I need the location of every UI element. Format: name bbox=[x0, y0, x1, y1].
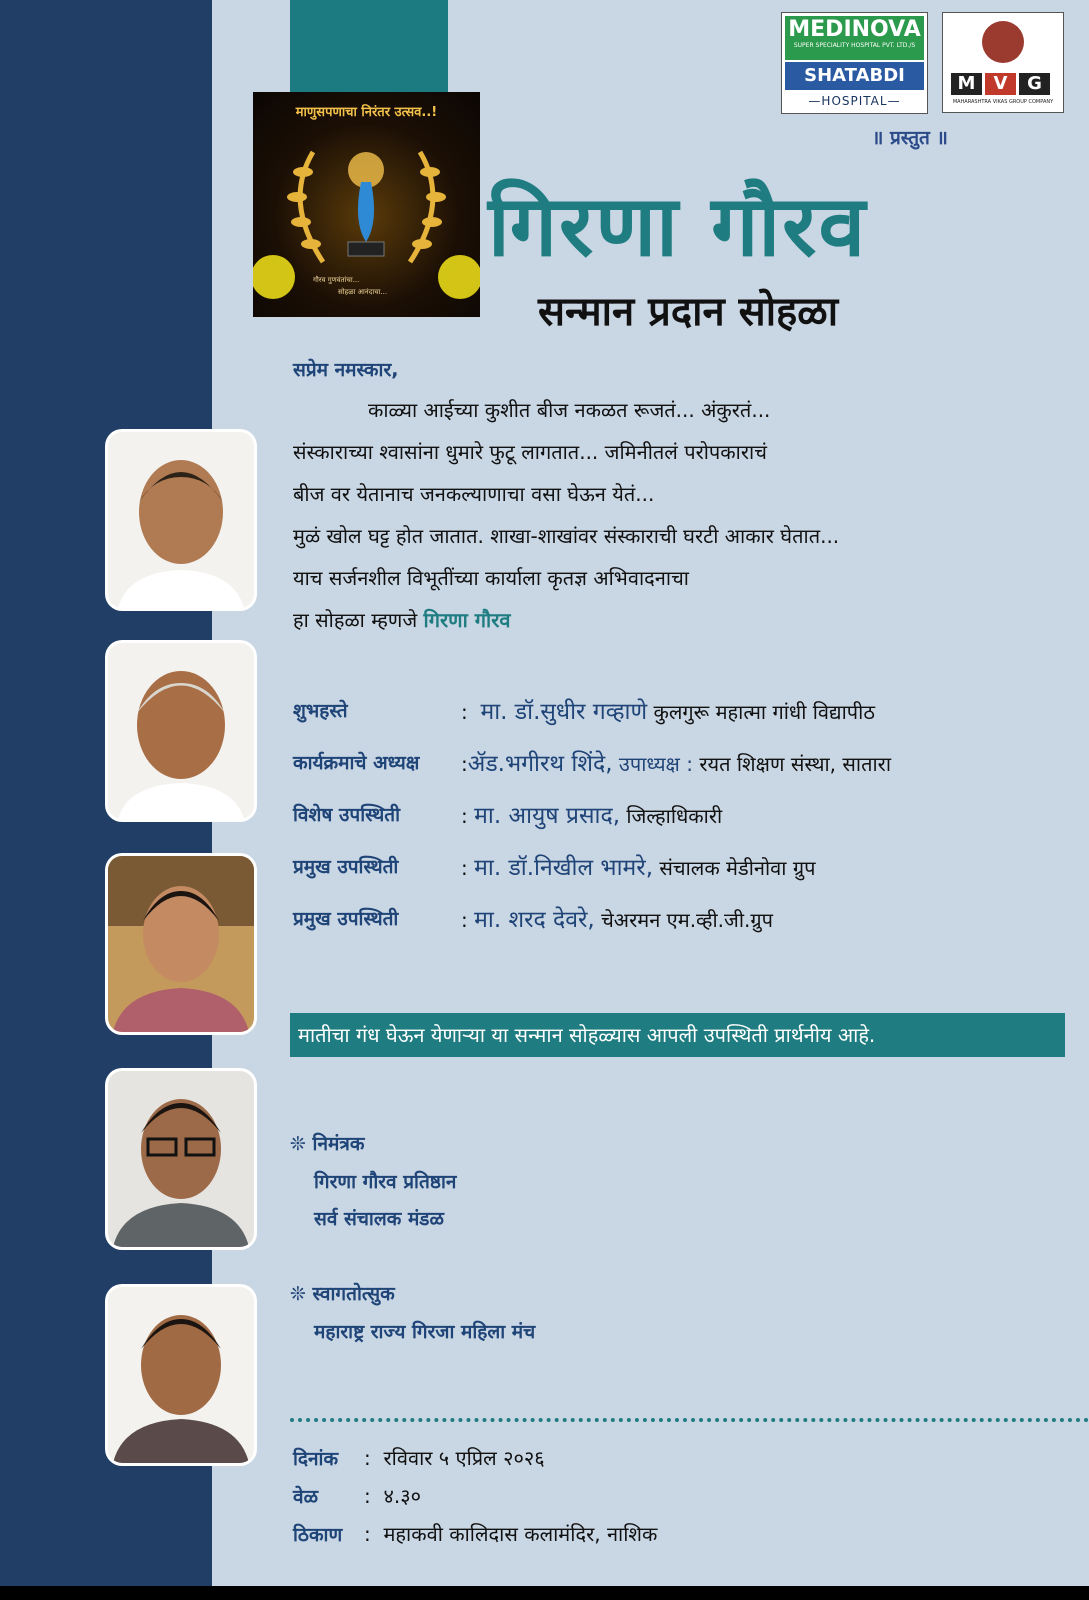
guest-sep: : bbox=[461, 804, 468, 828]
guest-sep: : bbox=[461, 700, 468, 724]
poster-headline: माणुसपणाचा निरंतर उत्सव..! bbox=[295, 105, 438, 120]
paragraph-line: याच सर्जनशील विभूतींच्या कार्याला कृतज्ञ अभिवादनाचा bbox=[293, 566, 689, 590]
poster-footer-2: सोहळा आनंदाचा... bbox=[338, 288, 388, 296]
event-sep: : bbox=[364, 1522, 371, 1546]
guest-name: मा. डॉ.सुधीर गव्हाणे bbox=[480, 699, 648, 725]
event-venue-value: महाकवी कालिदास कलामंदिर, नाशिक bbox=[383, 1522, 658, 1546]
mvg-tagline: MAHARASHTRA VIKAS GROUP COMPANY bbox=[952, 99, 1054, 105]
guest-role: जिल्हाधिकारी bbox=[626, 804, 723, 828]
event-time bbox=[364, 1482, 421, 1509]
dotted-divider bbox=[290, 1418, 1089, 1422]
event-label-date: दिनांक bbox=[293, 1448, 339, 1470]
paragraph-line: बीज वर येतानाच जनकल्याणाचा वसा घेऊन येतं... bbox=[293, 482, 655, 506]
paragraph-line-text: हा सोहळा म्हणजे bbox=[293, 608, 418, 632]
guest-entry bbox=[461, 902, 773, 934]
shatabdi-label: SHATABDI bbox=[785, 62, 924, 90]
guest-label: प्रमुख उपस्थिती bbox=[293, 856, 399, 878]
paragraph-line: मुळं खोल घट्ट होत जातात. शाखा-शाखांवर संस्काराची घरटी आकार घेतात... bbox=[293, 524, 840, 548]
mvg-letter-v: V bbox=[985, 73, 1016, 95]
inviter-line: सर्व संचालक मंडळ bbox=[314, 1208, 444, 1230]
event-label-time: वेळ bbox=[293, 1486, 319, 1508]
event-subtitle: सन्मान प्रदान सोहळा bbox=[538, 289, 839, 335]
paragraph-line: संस्काराच्या श्वासांना धुमारे फुटू लागतात... जमिनीतलं परोपकाराचं bbox=[293, 440, 767, 464]
welcome-heading: ❊ स्वागतोत्सुक bbox=[290, 1283, 395, 1305]
guest-name: ॲड.भगीरथ शिंदे, bbox=[467, 751, 613, 777]
prastut-label: ॥ प्रस्तुत ॥ bbox=[872, 127, 948, 149]
award-poster-image bbox=[253, 92, 480, 317]
guest-label: कार्यक्रमाचे अध्यक्ष bbox=[293, 752, 420, 774]
portrait-photo bbox=[108, 1071, 254, 1247]
bottom-bar bbox=[0, 1586, 1089, 1600]
guest-role: चेअरमन एम.व्ही.जी.ग्रुप bbox=[601, 908, 774, 932]
mvg-letter-m: M bbox=[951, 73, 982, 95]
guest-label: प्रमुख उपस्थिती bbox=[293, 908, 399, 930]
medinova-tagline: SUPER SPECIALITY HOSPITAL PVT. LTD./S bbox=[793, 42, 916, 49]
event-venue bbox=[364, 1520, 657, 1547]
guest-entry bbox=[461, 694, 875, 726]
event-label-venue: ठिकाण bbox=[293, 1524, 343, 1546]
guest-label: शुभहस्ते bbox=[293, 700, 348, 722]
mvg-logo bbox=[942, 12, 1064, 113]
guest-entry bbox=[461, 746, 891, 778]
guest-name: मा. डॉ.निखील भामरे, bbox=[474, 855, 654, 881]
event-title: गिरणा गौरव bbox=[488, 177, 868, 275]
attendance-banner: मातीचा गंध घेऊन येणाऱ्या या सन्मान सोहळ्यास आपली उपस्थिती प्रार्थनीय आहे. bbox=[290, 1013, 1065, 1057]
guest-role: कुलगुरू महात्मा गांधी विद्यापीठ bbox=[653, 700, 875, 724]
guest-entry bbox=[461, 798, 722, 830]
portrait-photo bbox=[108, 643, 254, 819]
hospital-label: —HOSPITAL— bbox=[808, 94, 901, 108]
guest-sep: : bbox=[461, 908, 468, 932]
guest-label: विशेष उपस्थिती bbox=[293, 804, 401, 826]
medinova-name: MEDINOVA bbox=[788, 17, 921, 42]
guest-sep: : bbox=[461, 856, 468, 880]
greeting: सप्रेम नमस्कार, bbox=[293, 359, 399, 381]
paragraph-last-line bbox=[293, 606, 511, 633]
portrait-photo bbox=[108, 1287, 254, 1463]
event-sep: : bbox=[364, 1484, 371, 1508]
guest-role: संचालक मेडीनोवा ग्रुप bbox=[659, 856, 816, 880]
teal-accent-block bbox=[290, 0, 448, 92]
guest-sep: : bbox=[461, 752, 468, 776]
guest-name: मा. शरद देवरे, bbox=[474, 907, 595, 933]
guest-name: मा. आयुष प्रसाद, bbox=[474, 803, 621, 829]
poster-footer-1: गौरव गुणवंतांचा... bbox=[313, 276, 360, 284]
inviter-heading: ❊ निमंत्रक bbox=[290, 1133, 365, 1155]
guest-role-label: उपाध्यक्ष : bbox=[618, 752, 693, 776]
trophy-icon bbox=[253, 92, 480, 317]
event-sep: : bbox=[364, 1446, 371, 1470]
portrait-photo bbox=[108, 856, 254, 1032]
mvg-letter-g: G bbox=[1019, 73, 1050, 95]
event-time-value: ४.३० bbox=[383, 1484, 422, 1508]
paragraph-highlight: गिरणा गौरव bbox=[423, 608, 511, 632]
welcome-line: महाराष्ट्र राज्य गिरजा महिला मंच bbox=[314, 1321, 536, 1343]
medinova-shatabdi-logo bbox=[781, 12, 928, 114]
guest-role: रयत शिक्षण संस्था, सातारा bbox=[699, 752, 892, 776]
event-date-value: रविवार ५ एप्रिल २०२६ bbox=[383, 1446, 545, 1470]
paragraph-line: काळ्या आईच्या कुशीत बीज नकळत रूजतं... अंकुरतं... bbox=[368, 398, 771, 422]
guest-entry bbox=[461, 850, 815, 882]
mvg-emblem-icon bbox=[982, 21, 1024, 63]
inviter-line: गिरणा गौरव प्रतिष्ठान bbox=[314, 1171, 457, 1193]
event-date bbox=[364, 1444, 545, 1471]
portrait-photo bbox=[108, 432, 254, 608]
